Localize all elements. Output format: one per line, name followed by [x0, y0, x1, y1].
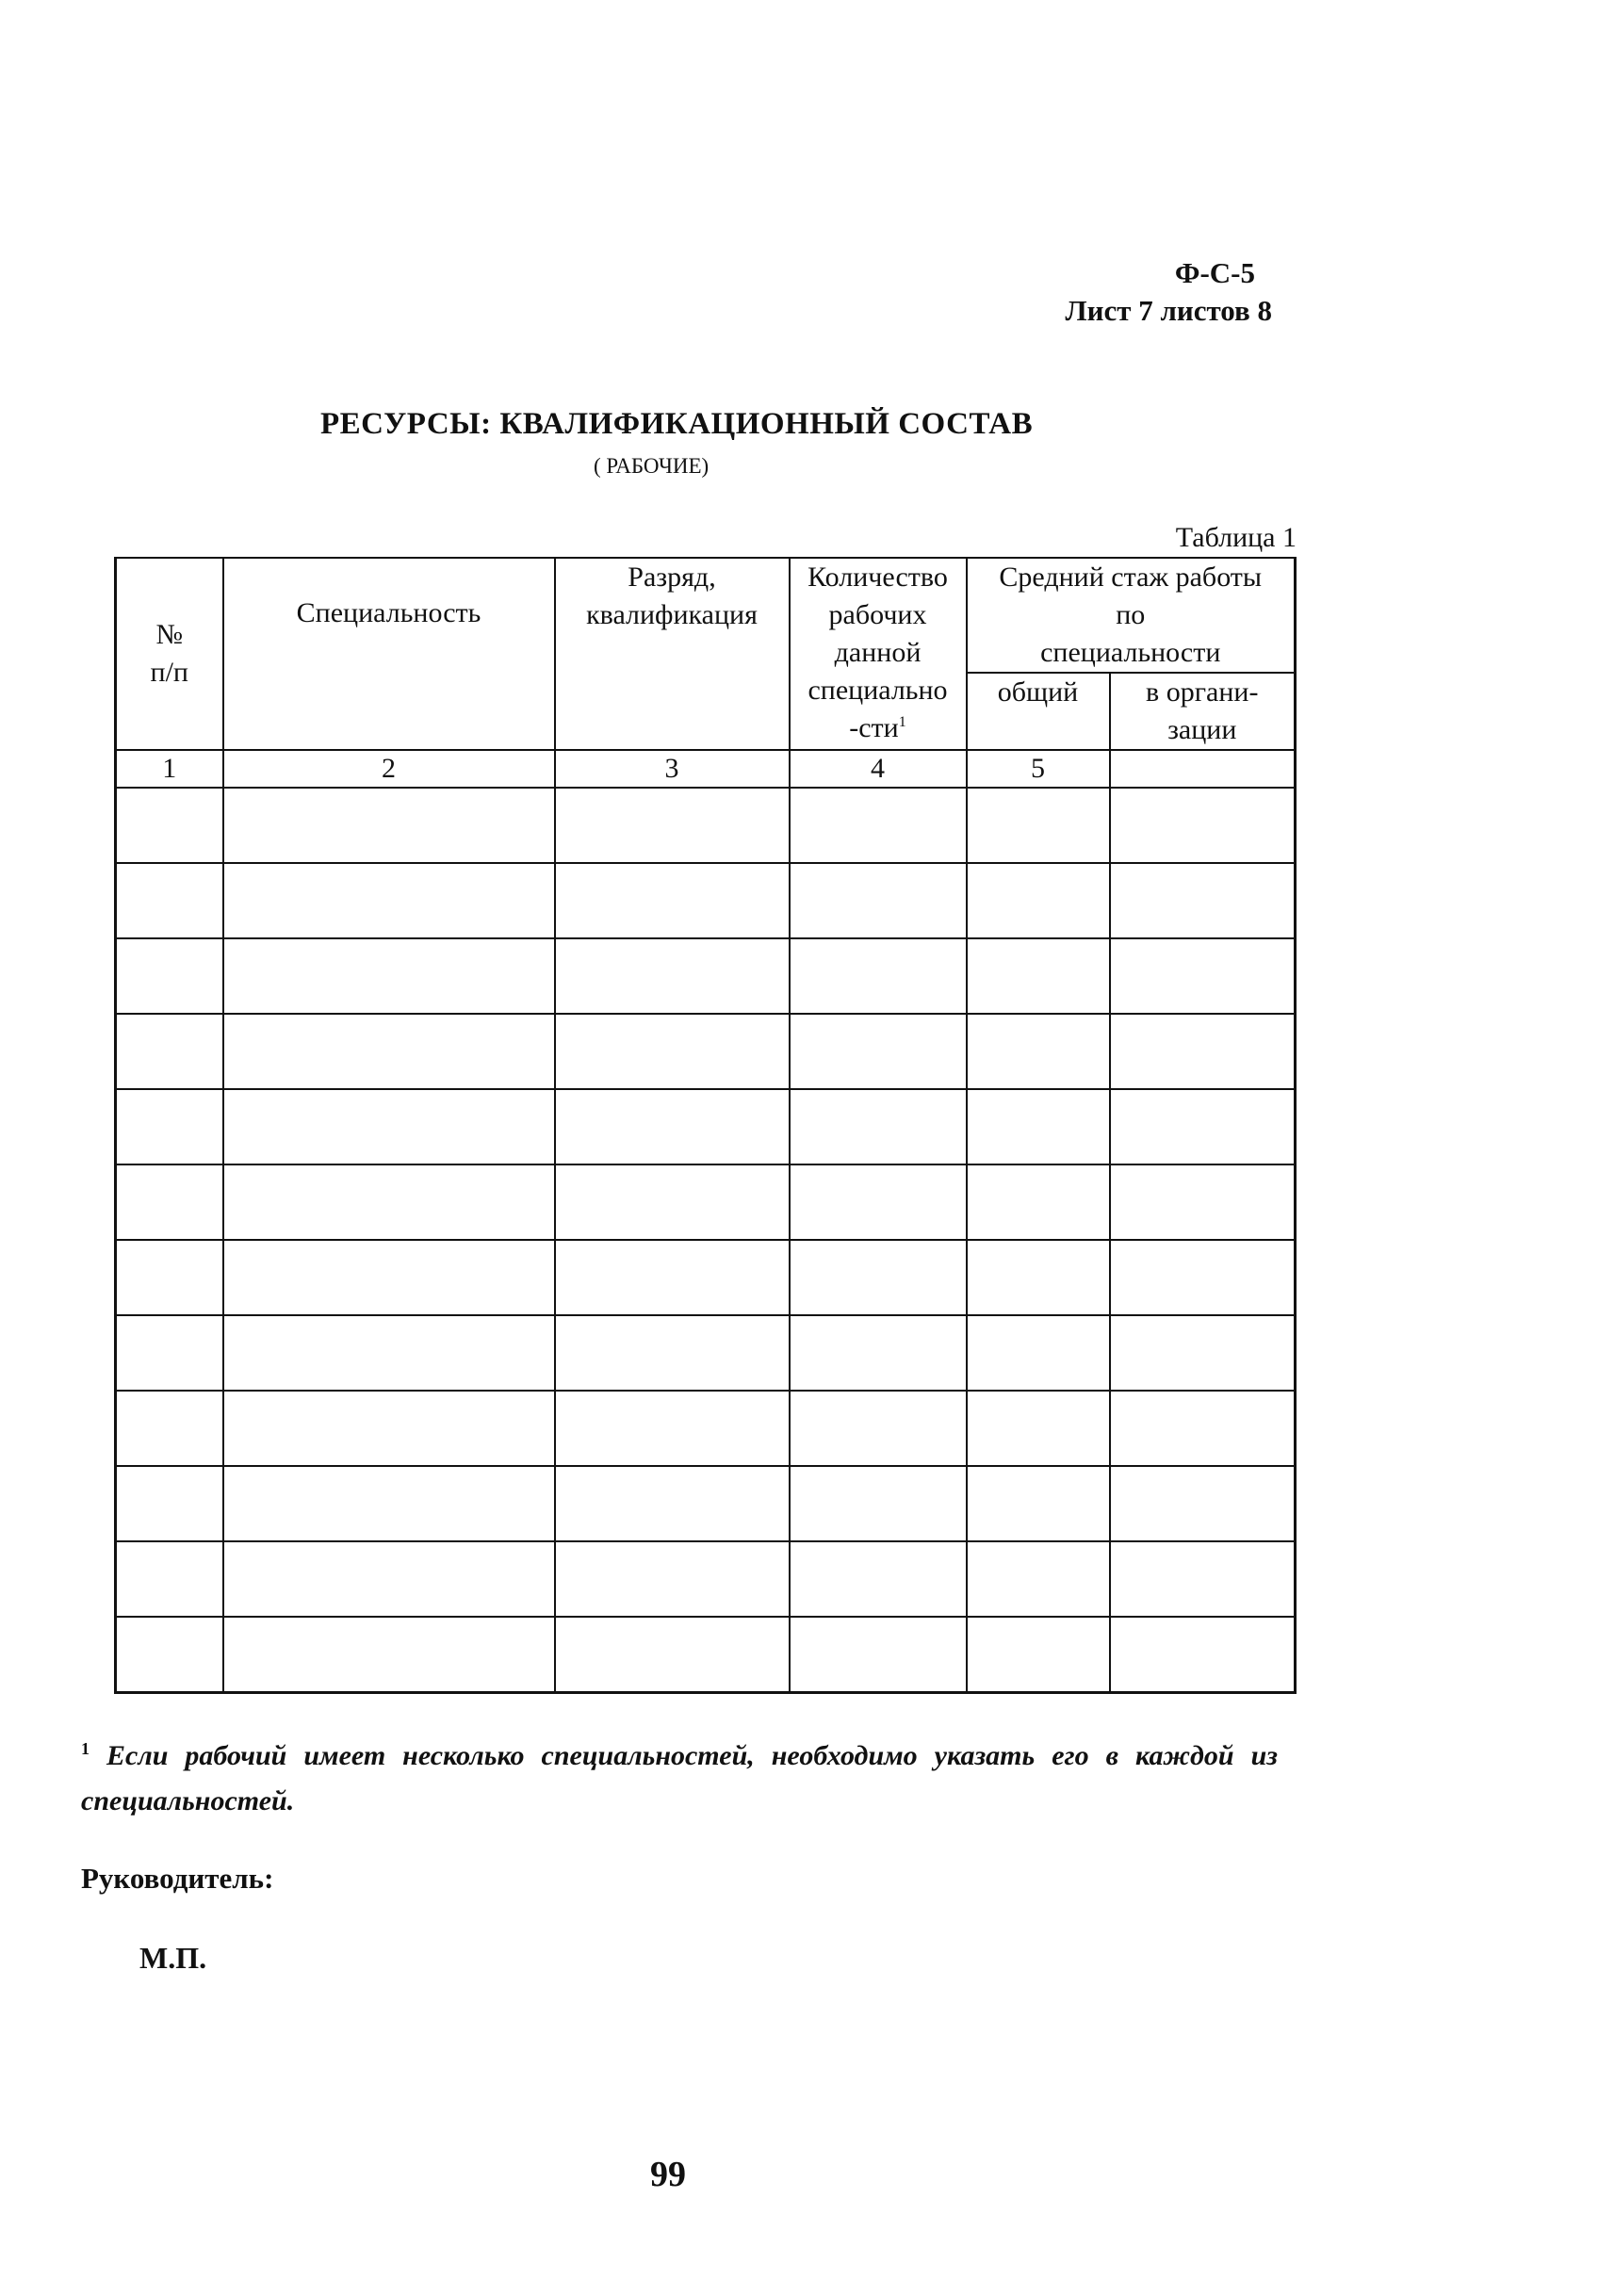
table-cell[interactable] — [223, 1164, 555, 1240]
header-number-line2: п/п — [150, 657, 188, 688]
header-experience-line1: Средний стаж работы — [999, 562, 1263, 593]
footnote — [81, 1734, 1278, 1824]
table-row — [116, 1164, 1296, 1240]
table-cell[interactable] — [223, 1391, 555, 1466]
table-row — [116, 1315, 1296, 1391]
header-count-line1: Количество — [808, 562, 948, 593]
table-row — [116, 1466, 1296, 1541]
header-cell-count — [790, 558, 967, 750]
table-cell[interactable] — [1110, 788, 1296, 863]
table-cell[interactable] — [967, 1617, 1110, 1693]
header-experience-line2: по — [1116, 599, 1146, 630]
table-cell[interactable] — [116, 863, 223, 938]
header-grade-line2: квалификация — [586, 599, 758, 630]
table-cell[interactable] — [555, 1466, 790, 1541]
table-cell[interactable] — [116, 1541, 223, 1617]
table-cell[interactable] — [790, 1089, 967, 1164]
table-cell[interactable] — [967, 1164, 1110, 1240]
table-row — [116, 788, 1296, 863]
table-cell[interactable] — [555, 788, 790, 863]
column-number-3: 3 — [555, 750, 790, 788]
table-cell[interactable] — [790, 1466, 967, 1541]
table-cell[interactable] — [555, 1391, 790, 1466]
table-row — [116, 938, 1296, 1014]
header-cell-specialty — [223, 558, 555, 750]
table-cell[interactable] — [223, 1240, 555, 1315]
table-cell[interactable] — [116, 1089, 223, 1164]
header-count-line5: -сти — [849, 712, 899, 743]
table-cell[interactable] — [790, 788, 967, 863]
table-cell[interactable] — [1110, 1391, 1296, 1466]
table-cell[interactable] — [116, 1164, 223, 1240]
column-number-6 — [1110, 750, 1296, 788]
table-cell[interactable] — [790, 1014, 967, 1089]
table-cell[interactable] — [790, 1391, 967, 1466]
table-row — [116, 1541, 1296, 1617]
form-code: Ф-С-5 — [1174, 256, 1255, 289]
table-cell[interactable] — [116, 938, 223, 1014]
table-cell[interactable] — [1110, 1617, 1296, 1693]
table-cell[interactable] — [223, 1466, 555, 1541]
table-row — [116, 1617, 1296, 1693]
header-cell-exp-total — [967, 673, 1110, 750]
table-cell[interactable] — [1110, 1089, 1296, 1164]
table-cell[interactable] — [116, 1240, 223, 1315]
column-number-1: 1 — [116, 750, 223, 788]
table-cell[interactable] — [223, 1315, 555, 1391]
signature-label: Руководитель: — [81, 1862, 274, 1895]
table-cell[interactable] — [555, 1617, 790, 1693]
table-cell[interactable] — [967, 1466, 1110, 1541]
table-cell[interactable] — [116, 1466, 223, 1541]
table-cell[interactable] — [116, 1617, 223, 1693]
table-row — [116, 863, 1296, 938]
table-cell[interactable] — [223, 1541, 555, 1617]
table-cell[interactable] — [790, 863, 967, 938]
table-cell[interactable] — [223, 1014, 555, 1089]
table-cell[interactable] — [116, 1391, 223, 1466]
header-cell-experience — [967, 558, 1296, 673]
table-cell[interactable] — [967, 938, 1110, 1014]
table-cell[interactable] — [555, 938, 790, 1014]
table-cell[interactable] — [967, 1089, 1110, 1164]
header-exp-org-line2: зации — [1167, 714, 1237, 745]
table-cell[interactable] — [555, 1315, 790, 1391]
table-cell[interactable] — [967, 1391, 1110, 1466]
document-title: РЕСУРСЫ: КВАЛИФИКАЦИОННЫЙ СОСТАВ — [320, 407, 1034, 441]
table-cell[interactable] — [555, 1014, 790, 1089]
table-cell[interactable] — [1110, 1315, 1296, 1391]
table-cell[interactable] — [223, 788, 555, 863]
qualification-table — [114, 557, 1297, 1694]
table-cell[interactable] — [555, 1541, 790, 1617]
table-cell[interactable] — [967, 1240, 1110, 1315]
column-number-4: 4 — [790, 750, 967, 788]
table-row — [116, 1391, 1296, 1466]
header-cell-number — [116, 558, 223, 750]
column-number-2: 2 — [223, 750, 555, 788]
footnote-ref: 1 — [898, 714, 906, 730]
table-row — [116, 1240, 1296, 1315]
header-cell-grade — [555, 558, 790, 750]
table-row — [116, 1014, 1296, 1089]
table-cell[interactable] — [1110, 938, 1296, 1014]
sheet-info: Лист 7 листов 8 — [1065, 294, 1272, 327]
table-cell[interactable] — [1110, 1240, 1296, 1315]
table-cell[interactable] — [967, 1315, 1110, 1391]
header-grade-line1: Разряд, — [628, 562, 716, 593]
table-cell[interactable] — [790, 938, 967, 1014]
table-cell[interactable] — [790, 1315, 967, 1391]
table-caption: Таблица 1 — [1175, 522, 1297, 553]
table-cell[interactable] — [223, 863, 555, 938]
stamp-label: М.П. — [139, 1941, 207, 1975]
table-cell[interactable] — [116, 788, 223, 863]
header-number-line1: № — [155, 619, 184, 650]
table-cell[interactable] — [116, 1014, 223, 1089]
column-number-row — [116, 750, 1296, 788]
table-cell[interactable] — [790, 1240, 967, 1315]
footnote-mark: 1 — [81, 1739, 90, 1758]
table-cell[interactable] — [1110, 1541, 1296, 1617]
table-cell[interactable] — [1110, 1164, 1296, 1240]
table-cell[interactable] — [790, 1164, 967, 1240]
table-cell[interactable] — [790, 1541, 967, 1617]
table-cell[interactable] — [116, 1315, 223, 1391]
header-count-line3: данной — [834, 637, 922, 668]
header-count-line4: специально — [808, 675, 948, 706]
table-cell[interactable] — [555, 1240, 790, 1315]
page-number: 99 — [650, 2155, 686, 2194]
document-subtitle: ( РАБОЧИЕ) — [594, 454, 710, 478]
header-exp-total-label: общий — [997, 676, 1079, 708]
table-row — [116, 1089, 1296, 1164]
header-experience-line3: специальности — [1040, 637, 1221, 668]
footnote-text: Если рабочий имеет несколько специальностей, необходимо указать его в каждой из специальностей. — [81, 1740, 1279, 1816]
table-cell[interactable] — [1110, 1014, 1296, 1089]
table-cell[interactable] — [555, 1164, 790, 1240]
table-cell[interactable] — [790, 1617, 967, 1693]
header-specialty-label: Специальность — [296, 597, 481, 628]
table-cell[interactable] — [967, 863, 1110, 938]
table-cell[interactable] — [1110, 863, 1296, 938]
table-cell[interactable] — [967, 1014, 1110, 1089]
header-count-line2: рабочих — [828, 599, 927, 630]
table-cell[interactable] — [555, 863, 790, 938]
column-number-5: 5 — [967, 750, 1110, 788]
header-cell-exp-org — [1110, 673, 1296, 750]
table-cell[interactable] — [223, 1617, 555, 1693]
table-cell[interactable] — [223, 938, 555, 1014]
table-cell[interactable] — [223, 1089, 555, 1164]
table-cell[interactable] — [1110, 1466, 1296, 1541]
table-cell[interactable] — [967, 788, 1110, 863]
table-cell[interactable] — [967, 1541, 1110, 1617]
header-exp-org-line1: в органи- — [1146, 676, 1259, 708]
table-cell[interactable] — [555, 1089, 790, 1164]
